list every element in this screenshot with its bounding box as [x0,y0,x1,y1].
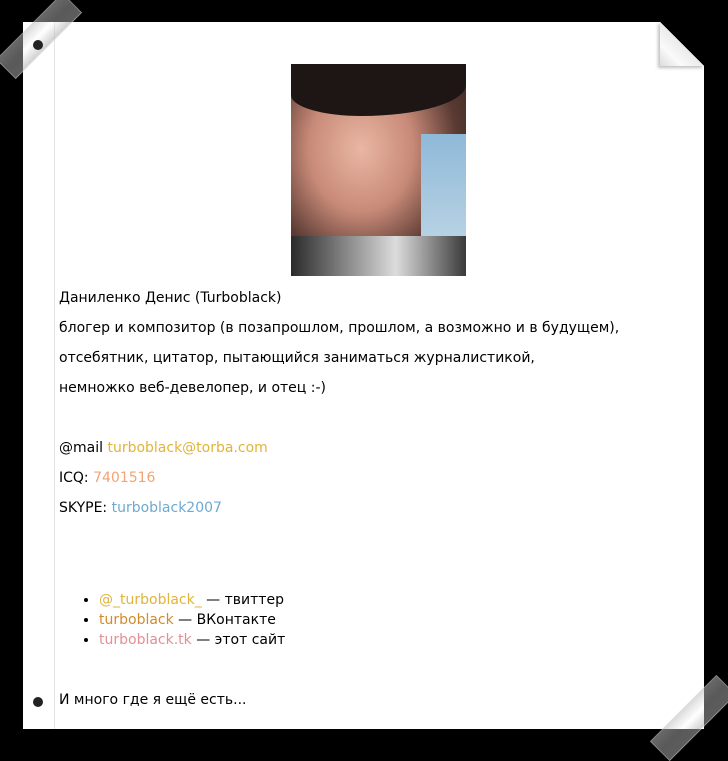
skype-link[interactable]: turboblack2007 [111,500,222,516]
profile-content [59,64,679,720]
list-item-vkontakte [99,610,679,630]
list-item-twitter [99,590,679,610]
mail-link[interactable]: turboblack@torba.com [107,440,268,456]
photo-shirt [291,236,466,276]
profile-name: Даниленко Денис (Turboblack) [59,290,282,306]
punch-hole-bottom [33,697,43,707]
contact-icq [59,468,679,498]
profile-description-1: блогер и композитор (в позапрошлом, прошлом, а возможно и в будущем), [59,320,620,336]
vkontakte-suffix: — ВКонтакте [173,612,276,628]
twitter-suffix: — твиттер [201,592,284,608]
photo-hair [291,64,466,116]
social-links-list [59,590,679,650]
spacer [59,408,679,438]
contact-mail [59,438,679,468]
footer-text: И много где я ещё есть... [59,692,247,708]
icq-label: ICQ: [59,470,89,486]
profile-description-3: немножко веб-девелопер, и отец :-) [59,380,326,396]
site-link[interactable]: turboblack.tk [99,632,192,648]
margin-line [54,22,55,729]
profile-photo [291,64,466,276]
twitter-link[interactable]: @_turboblack_ [99,592,202,608]
icq-link[interactable]: 7401516 [93,470,156,486]
mail-label: @mail [59,440,103,456]
profile-description-2: отсебятник, цитатор, пытающийся заниматься журналистикой, [59,350,535,366]
spacer [59,650,679,690]
page-curl-corner [660,22,704,66]
skype-label: SKYPE: [59,500,108,516]
vkontakte-link[interactable]: turboblack [99,612,174,628]
spacer [59,528,679,590]
contact-skype [59,498,679,528]
list-item-site [99,630,679,650]
site-suffix: — этот сайт [191,632,286,648]
punch-hole-top [33,40,43,50]
